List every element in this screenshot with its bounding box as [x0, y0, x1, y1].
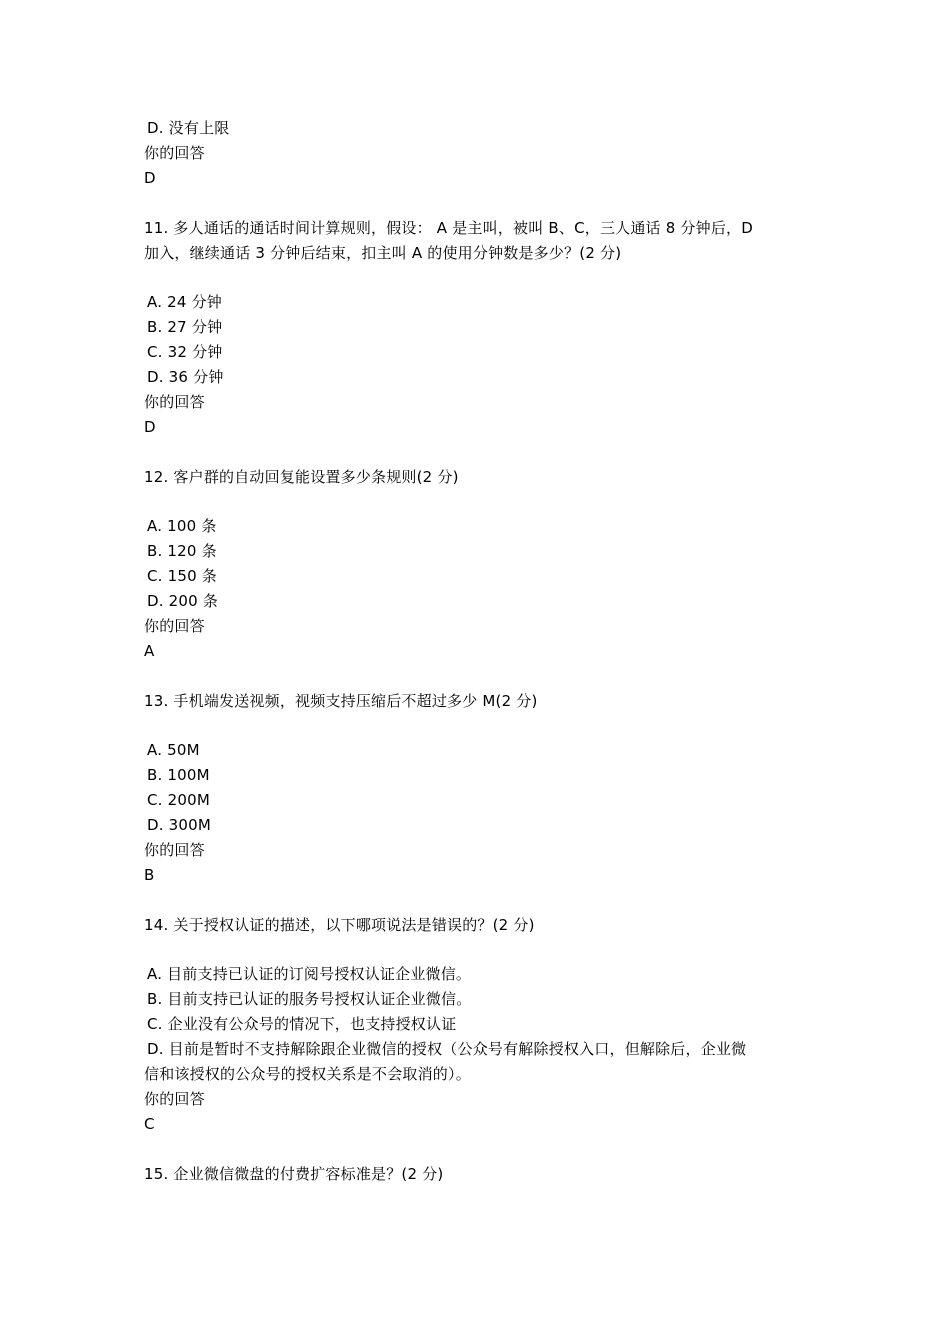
q11-stem-line1: 11. 多人通话的通话时间计算规则，假设： A 是主叫，被叫 B、C，三人通话 8 分钟后，D [144, 219, 753, 237]
q12-option-b: B. 120 条 [147, 542, 217, 560]
q13-stem: 13. 手机端发送视频，视频支持压缩后不超过多少 M(2 分) [144, 692, 538, 710]
q13-option-a: A. 50M [147, 741, 200, 759]
q11-option-c: C. 32 分钟 [147, 343, 223, 361]
q14-answer-label: 你的回答 [144, 1090, 205, 1108]
q11-option-a: A. 24 分钟 [147, 293, 222, 311]
q12-answer: A [144, 642, 155, 660]
q12-option-a: A. 100 条 [147, 517, 217, 535]
q10-answer-label: 你的回答 [144, 144, 205, 162]
q14-option-a: A. 目前支持已认证的订阅号授权认证企业微信。 [147, 965, 472, 983]
q13-answer-label: 你的回答 [144, 841, 205, 859]
q13-option-b: B. 100M [147, 766, 210, 784]
q12-stem: 12. 客户群的自动回复能设置多少条规则(2 分) [144, 468, 459, 486]
q14-option-d-continued: 信和该授权的公众号的授权关系是不会取消的）。 [144, 1065, 471, 1083]
q13-option-c: C. 200M [147, 791, 210, 809]
q14-option-d: D. 目前是暂时不支持解除跟企业微信的授权（公众号有解除授权入口，但解除后，企业微 [147, 1040, 747, 1058]
q12-option-d: D. 200 条 [147, 592, 219, 610]
q10-option-d: D. 没有上限 [147, 119, 230, 137]
q11-stem-line2: 加入，继续通话 3 分钟后结束，扣主叫 A 的使用分钟数是多少？(2 分) [144, 244, 622, 262]
q14-option-b: B. 目前支持已认证的服务号授权认证企业微信。 [147, 990, 472, 1008]
q15-stem: 15. 企业微信微盘的付费扩容标准是？(2 分) [144, 1165, 444, 1183]
q10-answer: D [144, 169, 156, 187]
q11-answer: D [144, 418, 156, 436]
q11-answer-label: 你的回答 [144, 393, 205, 411]
q14-answer: C [144, 1115, 155, 1133]
q12-option-c: C. 150 条 [147, 567, 218, 585]
q12-answer-label: 你的回答 [144, 617, 205, 635]
q13-option-d: D. 300M [147, 816, 212, 834]
q14-option-c: C. 企业没有公众号的情况下，也支持授权认证 [147, 1015, 457, 1033]
q11-option-b: B. 27 分钟 [147, 318, 223, 336]
q14-stem: 14. 关于授权认证的描述，以下哪项说法是错误的？(2 分) [144, 916, 535, 934]
q11-option-d: D. 36 分钟 [147, 368, 224, 386]
q13-answer: B [144, 866, 155, 884]
